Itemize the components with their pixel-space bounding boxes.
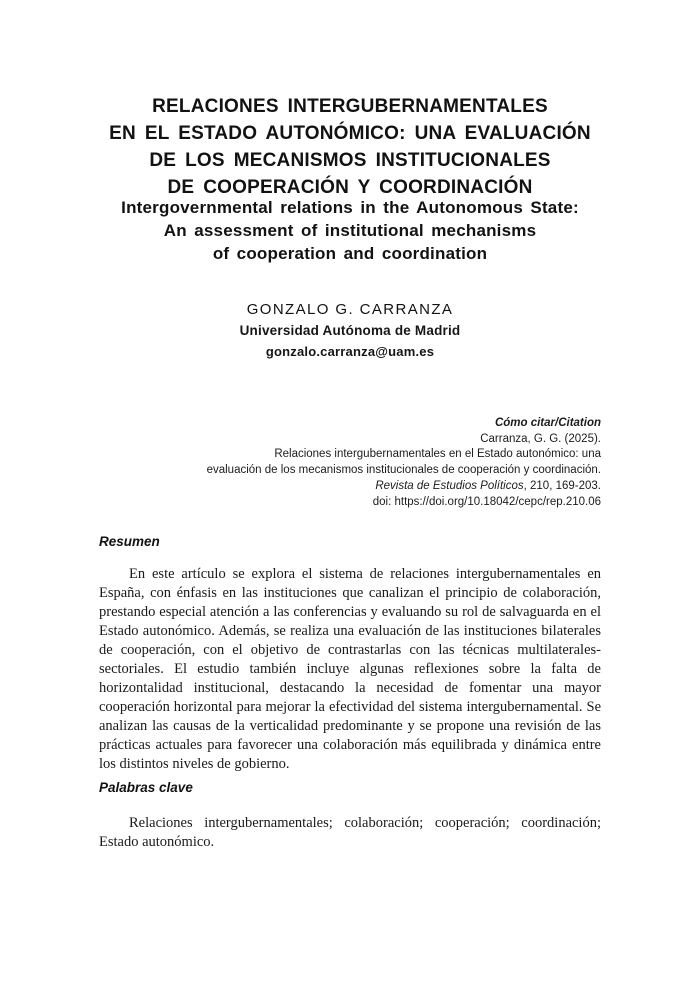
citation-journal-issue-pages: , 210, 169-203. (523, 479, 601, 492)
abstract-heading: Resumen (99, 534, 160, 549)
keywords-section (99, 814, 601, 852)
citation-journal-name: Revista de Estudios Políticos (375, 479, 524, 492)
citation-title-line-1: Relaciones intergubernamentales en el Estado autonómico: una (274, 448, 601, 461)
keywords-heading: Palabras clave (99, 780, 193, 795)
author-affiliation: Universidad Autónoma de Madrid (239, 323, 461, 338)
article-title-en (99, 196, 601, 265)
citation-heading: Cómo citar/Citation (494, 417, 601, 429)
abstract-paragraph: En este artículo se explora el sistema de relaciones intergubernamentales en España, con énfasis en las instituciones que canalizan el principio de colaboración, prestando especial atención a las conferencias y evaluando su rol de salvaguarda en el Estado autonómico. Además, se realiza una evaluación de las instituciones bilaterales de cooperación, con el objetivo de contrastarlas con las técnicas multilaterales-sectoriales. El estudio también incluye algunas reflexiones sobre la falta de horizontalidad institucional, destacando la necesidad de fomentar una mayor cooperación horizontal para mejorar la efectividad del sistema intergubernamental. Se analizan las causas de la verticalidad predominante y se propone una revisión de las prácticas actuales para favorecer una colaboración más equilibrada y dinámica entre los distintos niveles de gobierno. (99, 566, 601, 772)
title-es-line-2: EN EL ESTADO AUTONÓMICO: UNA EVALUACIÓN (109, 123, 591, 144)
abstract-section (99, 565, 601, 774)
title-en-line-3: of cooperation and coordination (212, 244, 488, 263)
title-es-line-4: DE COOPERACIÓN Y COORDINACIÓN (167, 177, 533, 198)
citation-title-line-2: evaluación de los mecanismos institucionales de cooperación y coordinación. (206, 464, 601, 477)
author-name: GONZALO G. CARRANZA (246, 301, 454, 318)
citation-author-year: Carranza, G. G. (2025). (480, 432, 601, 445)
title-en-line-2: An assessment of institutional mechanisms (163, 221, 537, 240)
article-title-es (99, 93, 601, 201)
citation-journal-line (99, 479, 601, 495)
citation-doi-link[interactable]: doi: https://doi.org/10.18042/cepc/rep.210.06 (372, 495, 601, 508)
author-email-link[interactable]: gonzalo.carranza@uam.es (265, 344, 435, 359)
citation-block (99, 416, 601, 510)
title-en-line-1: Intergovernmental relations in the Autonomous State: (121, 198, 579, 217)
title-es-line-3: DE LOS MECANISMOS INSTITUCIONALES (149, 150, 551, 171)
title-es-line-1: RELACIONES INTERGUBERNAMENTALES (152, 96, 548, 117)
keywords-paragraph: Relaciones intergubernamentales; colaboración; cooperación; coordinación; Estado autonómico. (99, 815, 601, 850)
